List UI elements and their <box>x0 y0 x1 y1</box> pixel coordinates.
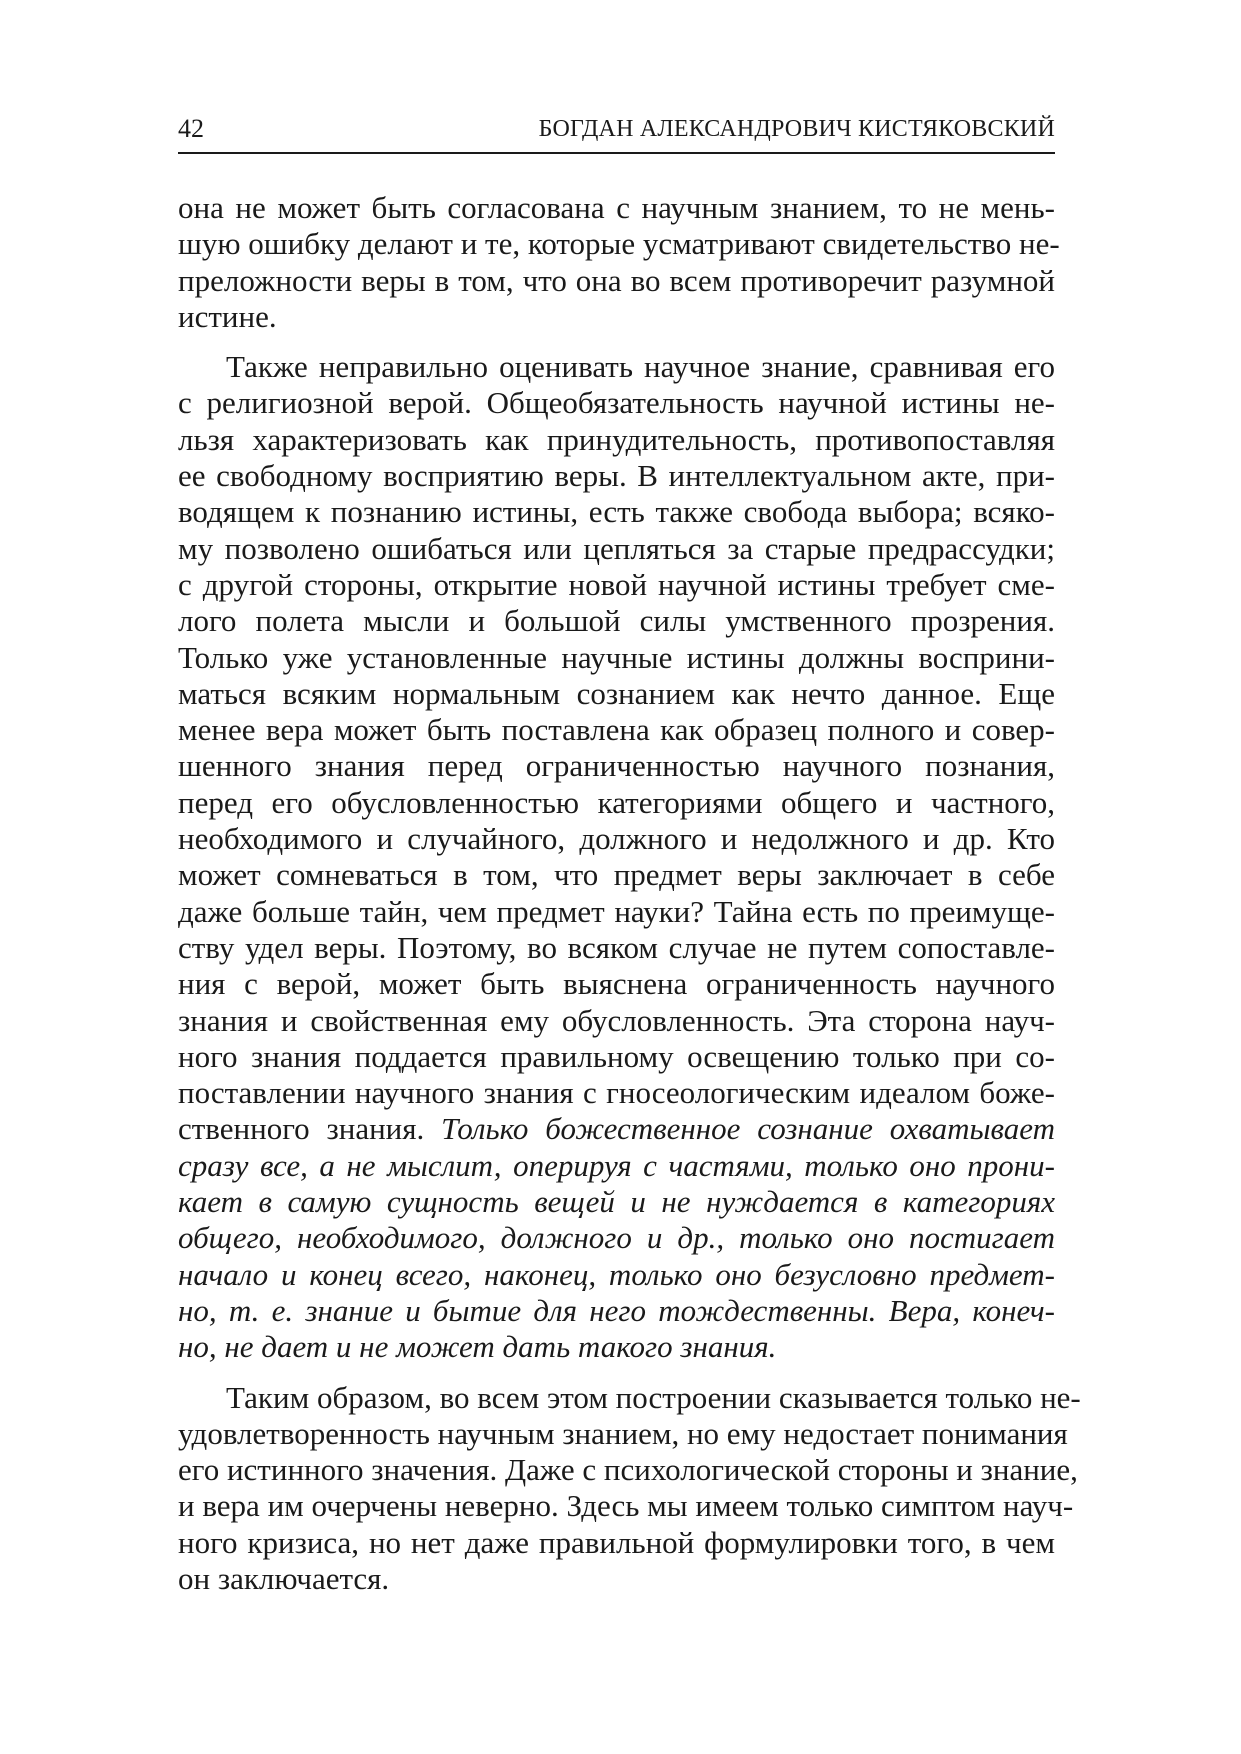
paragraph-gap <box>178 1366 1055 1380</box>
text-line: льзя характеризовать как принудительность, противопоставляя <box>178 421 1055 457</box>
text-line: водящем к познанию истины, есть также свобода выбора; всяко- <box>178 494 1055 530</box>
text-line-mixed <box>178 1111 1055 1147</box>
page-number: 42 <box>178 114 204 143</box>
text-line: поставлении научного знания с гносеологическим идеалом боже- <box>178 1075 1055 1111</box>
text-line: удовлетворенность научным знанием, но ему недостает понимания <box>178 1415 1068 1451</box>
roman-text: ственного знания. <box>178 1111 442 1147</box>
running-head-author: БОГДАН АЛЕКСАНДРОВИЧ КИСТЯКОВСКИЙ <box>538 116 1055 142</box>
text-line: преложности веры в том, что она во всем противоречит разумной <box>178 262 1055 298</box>
text-line: знания и свойственная ему обусловленность. Эта сторона науч- <box>178 1002 1055 1038</box>
running-head <box>178 112 1055 154</box>
italic-line: начало и конец всего, наконец, только оно безусловно предмет- <box>178 1256 1055 1292</box>
text-line: Только уже установленные научные истины должны восприни- <box>178 639 1055 675</box>
text-line: и вера им очерчены неверно. Здесь мы имеем только симптом науч- <box>178 1488 1074 1524</box>
italic-line: кает в самую сущность вещей и не нуждается в категориях <box>178 1184 1055 1220</box>
paragraph-1 <box>178 190 1060 335</box>
text-line: ее свободному восприятию веры. В интеллектуальном акте, при- <box>178 458 1055 494</box>
italic-emphasis: Только божественное сознание охватывает <box>441 1111 1055 1147</box>
paragraph-2 <box>178 349 1055 1365</box>
italic-line: но, т. е. знание и бытие для него тождественны. Вера, конеч- <box>178 1292 1055 1328</box>
italic-line: общего, необходимого, должного и др., только оно постигает <box>178 1220 1055 1256</box>
text-line: с религиозной верой. Общеобязательность научной истины не- <box>178 385 1055 421</box>
body-text <box>178 190 1081 1597</box>
text-line: он заключается. <box>178 1560 390 1596</box>
paragraph-gap <box>178 335 1055 349</box>
text-line: ного знания поддается правильному освещению только при со- <box>178 1038 1055 1074</box>
text-line: шенного знания перед ограниченностью научного познания, <box>178 748 1055 784</box>
text-line: лого полета мысли и большой силы умственного прозрения. <box>178 603 1055 639</box>
text-line: его истинного значения. Даже с психологической стороны и знание, <box>178 1452 1078 1488</box>
text-line: истине. <box>178 298 277 334</box>
text-line: маться всяким нормальным сознанием как нечто данное. Еще <box>178 675 1055 711</box>
italic-line: сразу все, а не мыслит, оперируя с частями, только оно прони- <box>178 1147 1055 1183</box>
text-line: с другой стороны, открытие новой научной истины требует сме- <box>178 566 1055 602</box>
text-line: даже больше тайн, чем предмет науки? Тайна есть по преимуще- <box>178 893 1055 929</box>
text-line: она не может быть согласована с научным знанием, то не мень- <box>178 190 1055 225</box>
text-line: менее вера может быть поставлена как образец полного и совер- <box>178 712 1055 748</box>
text-line: необходимого и случайного, должного и недолжного и др. Кто <box>178 821 1055 857</box>
text-line: Таким образом, во всем этом построении сказывается только не- <box>226 1379 1081 1415</box>
text-line: ству удел веры. Поэтому, во всяком случае не путем сопоставле- <box>178 929 1055 965</box>
text-line: может сомневаться в том, что предмет веры заключает в себе <box>178 857 1055 893</box>
paragraph-3 <box>178 1379 1081 1598</box>
text-line: перед его обусловленностью категориями общего и частного, <box>178 784 1055 820</box>
text-line: ного кризиса, но нет даже правильной формулировки того, в чем <box>178 1524 1055 1560</box>
text-line: ния с верой, может быть выяснена ограниченность научного <box>178 966 1055 1002</box>
italic-line: но, не дает и не может дать такого знания. <box>178 1329 777 1365</box>
text-line: му позволено ошибаться или цепляться за старые предрассудки; <box>178 530 1055 566</box>
text-line: шую ошибку делают и те, которые усматривают свидетельство не- <box>178 226 1060 262</box>
text-line: Также неправильно оценивать научное знание, сравнивая его <box>226 349 1055 385</box>
